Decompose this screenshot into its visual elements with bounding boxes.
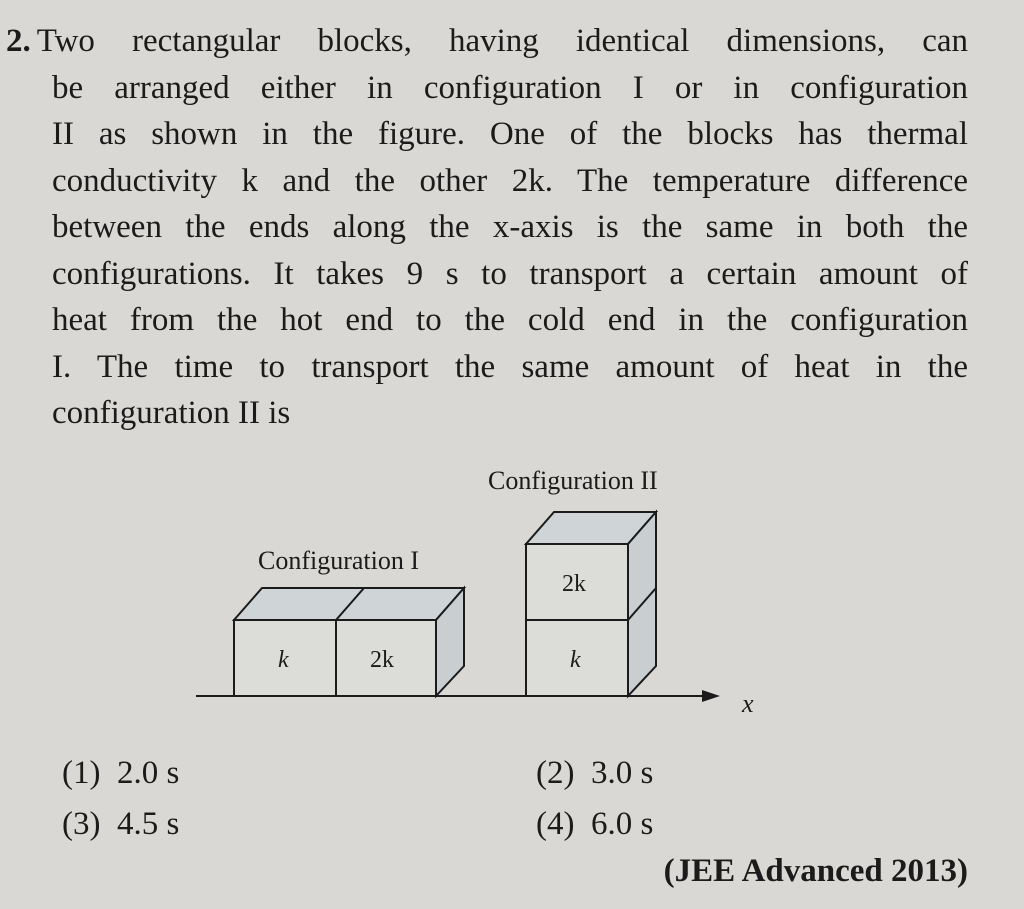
- config2-label: Configuration II: [488, 466, 658, 495]
- x-axis-label: x: [742, 689, 754, 718]
- question-line-9: configuration II is: [52, 395, 291, 431]
- option-1: [62, 755, 179, 792]
- config1-label: Configuration I: [258, 546, 420, 575]
- config2-top-block-label: 2k: [562, 571, 586, 597]
- question-line-5: between the ends along the x-axis is the same in both the: [52, 209, 968, 245]
- option-4: [536, 806, 653, 843]
- option-2-value: 3.0 s: [590, 755, 654, 791]
- config1-left-block-label: k: [278, 647, 289, 673]
- config1-right-block-label: 2k: [370, 647, 394, 673]
- option-4-value: 6.0 s: [590, 806, 654, 842]
- question-line-1: 2. Two rectangular blocks, having identical dimensions, can: [6, 23, 968, 59]
- option-3-number: (3): [62, 806, 101, 842]
- x-axis-arrow-icon: [702, 690, 720, 702]
- exam-source: (JEE Advanced 2013): [663, 853, 968, 889]
- config2-bottom-block-label: k: [570, 647, 581, 673]
- question-line-7: heat from the hot end to the cold end in the configuration: [52, 302, 968, 338]
- config2-blocks: [526, 512, 656, 696]
- option-4-number: (4): [536, 806, 575, 842]
- question-line-2: be arranged either in configuration I or in configuration: [52, 69, 968, 106]
- option-3: [62, 806, 179, 843]
- question-number: 2.: [6, 23, 31, 59]
- question-line-3: II as shown in the figure. One of the blocks has thermal: [52, 116, 968, 152]
- config1-blocks: [234, 588, 464, 696]
- option-2: [536, 755, 653, 792]
- blocks-figure: [190, 460, 790, 720]
- question-text: [6, 18, 968, 437]
- question-line-8: I. The time to transport the same amount of heat in the: [52, 348, 968, 385]
- option-1-value: 2.0 s: [116, 755, 180, 791]
- option-2-number: (2): [536, 755, 575, 791]
- question-line-4: conductivity k and the other 2k. The temperature difference: [52, 162, 968, 199]
- option-3-value: 4.5 s: [116, 806, 180, 842]
- option-1-number: (1): [62, 755, 101, 791]
- question-line-6: configurations. It takes 9 s to transport a certain amount of: [52, 255, 968, 292]
